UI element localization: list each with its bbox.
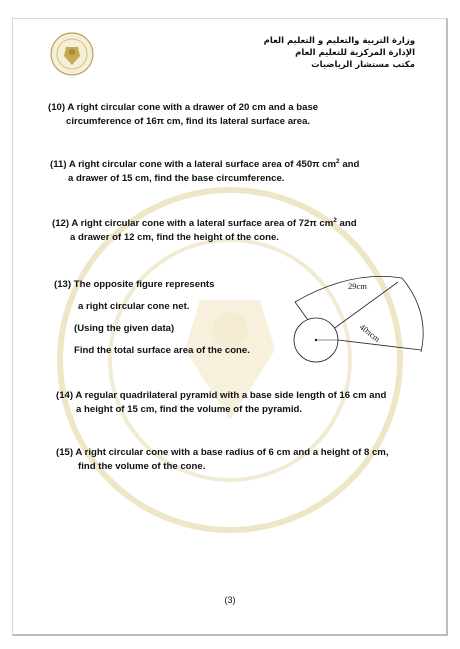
slant-height-label: 40πcm [357,321,383,344]
question-13 [54,274,250,362]
q14-line-1: (14) A regular quadrilateral pyramid with a base side length of 16 cm and [56,390,387,401]
ministry-logo [50,32,94,76]
q15-line-2: find the volume of the cone. [78,461,206,472]
page-number: (3) [224,595,236,605]
cone-base-center [315,339,317,341]
header-line-2: الإدارة المركزية للتعليم العام [295,48,415,58]
q12-superscript: 2 [333,216,337,224]
q12-text: (12) A right circular cone with a lateral surface area of 72π cm [52,218,334,229]
cone-net-figure [290,272,430,382]
q11-line-1 [50,158,359,172]
ministry-header [264,35,415,71]
question-11 [50,158,359,186]
q12-line-1 [52,217,357,231]
q13-line-3: (Using the given data) [74,323,175,334]
q15-line-1: (15) A right circular cone with a base radius of 6 cm and a height of 8 cm, [56,447,389,458]
arc-length-label: 29cm [348,281,367,291]
q13-line-1: (13) The opposite figure represents [54,279,215,290]
question-14 [56,389,386,417]
question-12 [52,217,357,245]
q10-line-1: (10) A right circular cone with a drawer of 20 cm and a base [48,102,319,113]
q11-text: (11) A right circular cone with a lateral surface area of 450π cm [50,159,337,170]
q13-line-2: a right circular cone net. [78,301,190,312]
question-10 [48,101,318,129]
q11-text-end: and [339,159,360,170]
q10-line-2: circumference of 16π cm, find its lateral surface area. [66,116,311,127]
q14-line-2: a height of 15 cm, find the volume of the pyramid. [76,404,303,415]
q11-superscript: 2 [336,157,340,165]
header-line-1: وزارة التربية والتعليم و التعليم العام [263,36,415,46]
q12-line-2: a drawer of 12 cm, find the height of the cone. [70,232,279,243]
q13-line-4: Find the total surface area of the cone. [74,345,250,356]
q12-text-end: and [336,218,357,229]
q11-line-2: a drawer of 15 cm, find the base circumference. [68,173,285,184]
header-line-3: مكتب مستشار الرياضيات [311,60,415,70]
question-15 [56,446,388,474]
